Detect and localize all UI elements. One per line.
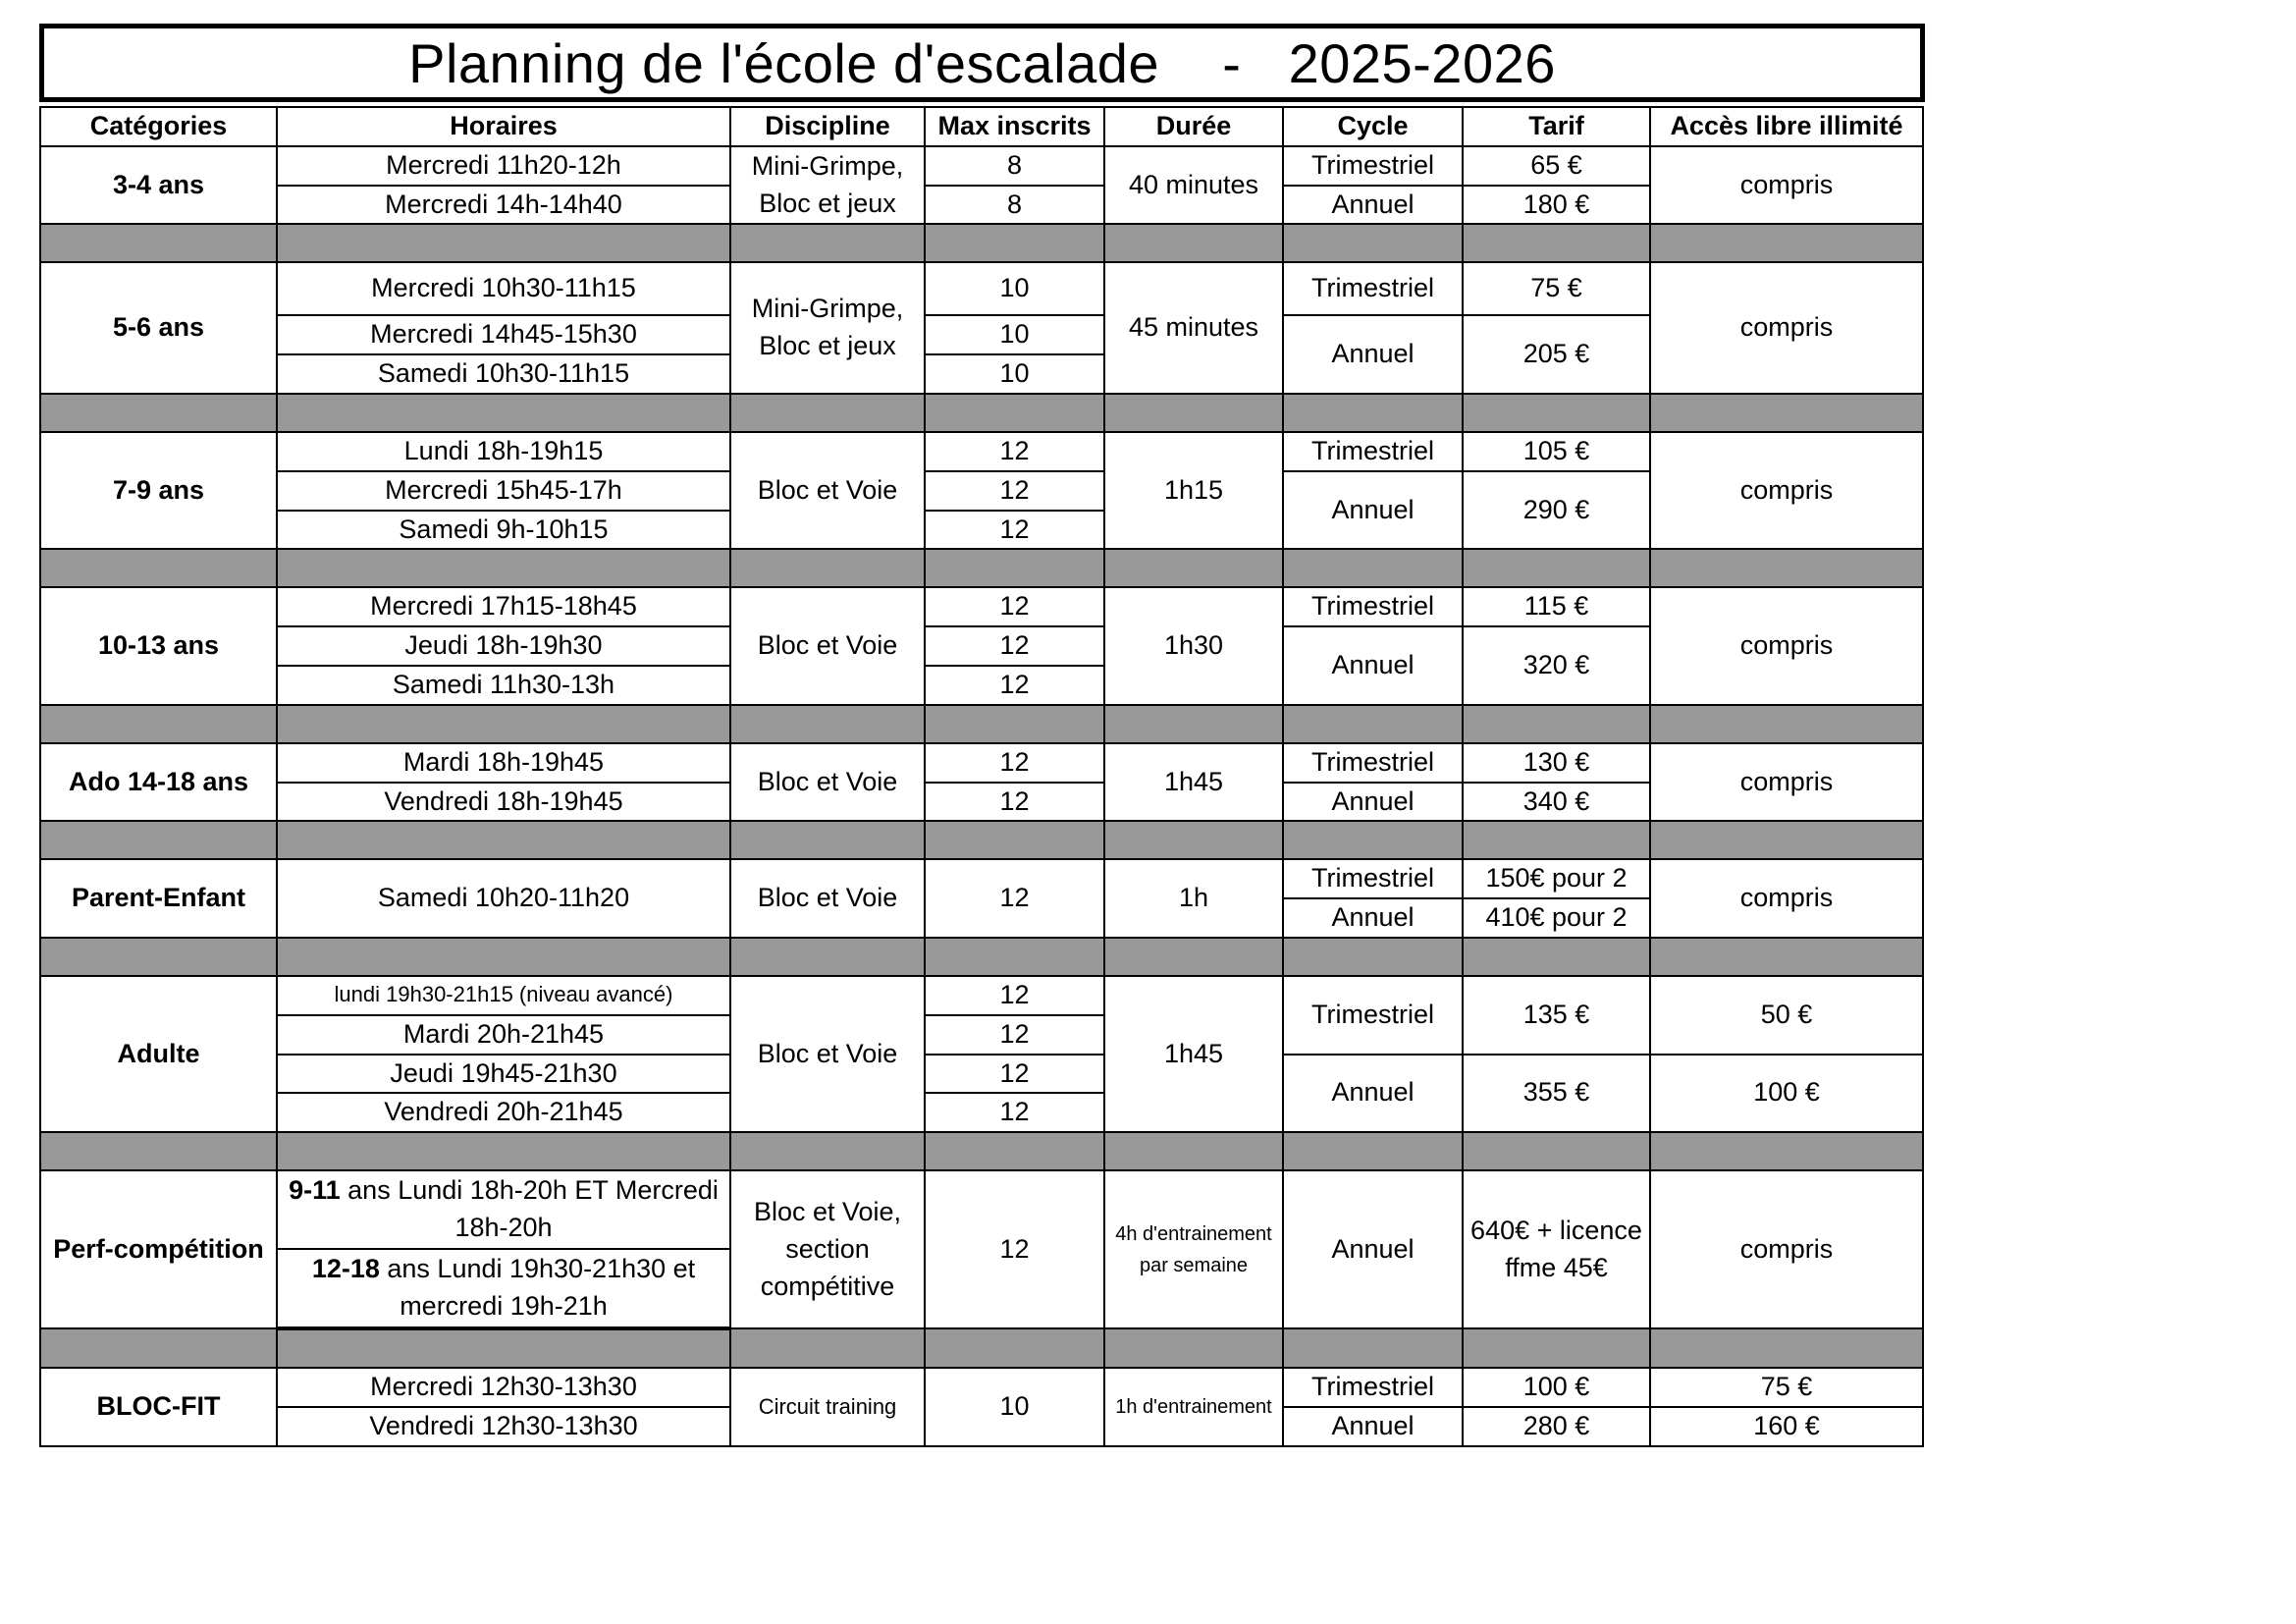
separator-row xyxy=(40,224,1923,262)
tarif-cell: 135 € xyxy=(1463,976,1650,1055)
table-row xyxy=(40,783,1923,822)
header-categories: Catégories xyxy=(40,107,277,146)
cycle-cell: Annuel xyxy=(1283,626,1463,705)
header-tarif: Tarif xyxy=(1463,107,1650,146)
horaire-cell xyxy=(277,1170,730,1249)
acces-cell: compris xyxy=(1650,432,1923,549)
horaire-cell: Mercredi 15h45-17h xyxy=(277,471,730,511)
horaire-text: ans Lundi 19h30-21h30 et mercredi 19h-21h xyxy=(379,1254,696,1322)
header-acces: Accès libre illimité xyxy=(1650,107,1923,146)
table-row xyxy=(40,743,1923,783)
duree-cell: 1h xyxy=(1104,859,1283,938)
acces-cell: 75 € xyxy=(1650,1368,1923,1407)
horaire-cell: Jeudi 19h45-21h30 xyxy=(277,1055,730,1094)
acces-cell: compris xyxy=(1650,262,1923,394)
header-row xyxy=(40,107,1923,146)
tarif-cell: 105 € xyxy=(1463,432,1650,471)
horaire-cell: Mercredi 10h30-11h15 xyxy=(277,262,730,315)
separator-row xyxy=(40,938,1923,976)
tarif-cell: 280 € xyxy=(1463,1407,1650,1446)
duree-cell: 1h15 xyxy=(1104,432,1283,549)
header-max-inscrits: Max inscrits xyxy=(925,107,1104,146)
table-row xyxy=(40,976,1923,1015)
horaire-cell: Samedi 9h-10h15 xyxy=(277,511,730,550)
separator-row xyxy=(40,705,1923,743)
category-cell: 10-13 ans xyxy=(40,587,277,704)
table-row xyxy=(40,146,1923,186)
max-cell: 12 xyxy=(925,1093,1104,1132)
cycle-cell: Trimestriel xyxy=(1283,1368,1463,1407)
tarif-cell: 355 € xyxy=(1463,1055,1650,1133)
discipline-cell: Mini-Grimpe, Bloc et jeux xyxy=(730,146,925,225)
duree-cell: 40 minutes xyxy=(1104,146,1283,225)
tarif-cell: 75 € xyxy=(1463,262,1650,315)
table-row xyxy=(40,859,1923,898)
table-row xyxy=(40,626,1923,666)
header-cycle: Cycle xyxy=(1283,107,1463,146)
acces-cell: compris xyxy=(1650,587,1923,704)
discipline-cell: Bloc et Voie xyxy=(730,859,925,938)
cycle-cell: Trimestriel xyxy=(1283,743,1463,783)
horaire-cell: Mardi 18h-19h45 xyxy=(277,743,730,783)
header-horaires: Horaires xyxy=(277,107,730,146)
cycle-cell: Annuel xyxy=(1283,1170,1463,1328)
horaire-cell: Mercredi 12h30-13h30 xyxy=(277,1368,730,1407)
table-row xyxy=(40,587,1923,626)
header-discipline: Discipline xyxy=(730,107,925,146)
cycle-cell: Annuel xyxy=(1283,186,1463,225)
discipline-cell: Bloc et Voie xyxy=(730,587,925,704)
max-cell: 12 xyxy=(925,432,1104,471)
tarif-cell: 130 € xyxy=(1463,743,1650,783)
horaire-text: ans Lundi 18h-20h ET Mercredi 18h-20h xyxy=(340,1175,719,1243)
horaire-cell: Mercredi 14h-14h40 xyxy=(277,186,730,225)
horaire-cell: Lundi 18h-19h15 xyxy=(277,432,730,471)
tarif-cell: 65 € xyxy=(1463,146,1650,186)
max-cell: 12 xyxy=(925,783,1104,822)
planning-table xyxy=(39,106,1924,1447)
header-duree: Durée xyxy=(1104,107,1283,146)
page-title: Planning de l'école d'escalade - 2025-2026 xyxy=(39,24,1925,102)
acces-cell: compris xyxy=(1650,743,1923,822)
max-cell: 12 xyxy=(925,1015,1104,1055)
category-cell: 3-4 ans xyxy=(40,146,277,225)
discipline-cell: Bloc et Voie, section compétitive xyxy=(730,1170,925,1328)
cycle-cell: Trimestriel xyxy=(1283,146,1463,186)
horaire-cell: Vendredi 18h-19h45 xyxy=(277,783,730,822)
duree-cell: 1h d'entrainement xyxy=(1104,1368,1283,1446)
max-cell: 12 xyxy=(925,976,1104,1015)
cycle-cell: Trimestriel xyxy=(1283,587,1463,626)
horaire-cell: Mardi 20h-21h45 xyxy=(277,1015,730,1055)
horaire-cell xyxy=(277,1249,730,1328)
max-cell: 8 xyxy=(925,146,1104,186)
separator-row xyxy=(40,821,1923,859)
cycle-cell: Trimestriel xyxy=(1283,976,1463,1055)
duree-cell: 45 minutes xyxy=(1104,262,1283,394)
max-cell: 10 xyxy=(925,315,1104,354)
table-row xyxy=(40,1055,1923,1094)
horaire-cell: Mercredi 14h45-15h30 xyxy=(277,315,730,354)
max-cell: 12 xyxy=(925,743,1104,783)
max-cell: 10 xyxy=(925,354,1104,394)
category-cell: 7-9 ans xyxy=(40,432,277,549)
discipline-cell: Circuit training xyxy=(730,1368,925,1446)
max-cell: 12 xyxy=(925,666,1104,705)
category-cell: Perf-compétition xyxy=(40,1170,277,1328)
horaire-cell: Samedi 10h20-11h20 xyxy=(277,859,730,938)
tarif-cell: 290 € xyxy=(1463,471,1650,550)
horaire-cell: Mercredi 11h20-12h xyxy=(277,146,730,186)
category-cell: Ado 14-18 ans xyxy=(40,743,277,822)
separator-row xyxy=(40,394,1923,432)
tarif-cell: 205 € xyxy=(1463,315,1650,394)
max-cell: 8 xyxy=(925,186,1104,225)
cycle-cell: Annuel xyxy=(1283,315,1463,394)
horaire-cell: Samedi 10h30-11h15 xyxy=(277,354,730,394)
tarif-cell: 410€ pour 2 xyxy=(1463,898,1650,938)
table-row xyxy=(40,186,1923,225)
max-cell: 12 xyxy=(925,626,1104,666)
cycle-cell: Trimestriel xyxy=(1283,262,1463,315)
cycle-cell: Annuel xyxy=(1283,1055,1463,1133)
table-row xyxy=(40,315,1923,354)
tarif-cell: 150€ pour 2 xyxy=(1463,859,1650,898)
acces-cell: compris xyxy=(1650,1170,1923,1328)
separator-row xyxy=(40,1132,1923,1170)
duree-cell: 4h d'entrainement par semaine xyxy=(1104,1170,1283,1328)
category-cell: 5-6 ans xyxy=(40,262,277,394)
table-row xyxy=(40,262,1923,315)
table-row xyxy=(40,432,1923,471)
horaire-cell: Jeudi 18h-19h30 xyxy=(277,626,730,666)
category-cell: Adulte xyxy=(40,976,277,1132)
separator-row xyxy=(40,549,1923,587)
horaire-cell: Vendredi 20h-21h45 xyxy=(277,1093,730,1132)
discipline-cell: Bloc et Voie xyxy=(730,976,925,1132)
duree-cell: 1h30 xyxy=(1104,587,1283,704)
tarif-cell: 640€ + licence ffme 45€ xyxy=(1463,1170,1650,1328)
max-cell: 12 xyxy=(925,1055,1104,1094)
max-cell: 10 xyxy=(925,262,1104,315)
tarif-cell: 115 € xyxy=(1463,587,1650,626)
cycle-cell: Trimestriel xyxy=(1283,859,1463,898)
acces-cell: compris xyxy=(1650,859,1923,938)
age-range: 12-18 xyxy=(311,1254,380,1284)
acces-cell: 100 € xyxy=(1650,1055,1923,1133)
max-cell: 10 xyxy=(925,1368,1104,1446)
separator-row xyxy=(40,1328,1923,1368)
horaire-cell: Mercredi 17h15-18h45 xyxy=(277,587,730,626)
tarif-cell: 100 € xyxy=(1463,1368,1650,1407)
max-cell: 12 xyxy=(925,587,1104,626)
cycle-cell: Annuel xyxy=(1283,1407,1463,1446)
tarif-cell: 320 € xyxy=(1463,626,1650,705)
table-row xyxy=(40,1368,1923,1407)
max-cell: 12 xyxy=(925,471,1104,511)
max-cell: 12 xyxy=(925,511,1104,550)
max-cell: 12 xyxy=(925,859,1104,938)
horaire-cell: Vendredi 12h30-13h30 xyxy=(277,1407,730,1446)
acces-cell: compris xyxy=(1650,146,1923,225)
duree-cell: 1h45 xyxy=(1104,743,1283,822)
max-cell: 12 xyxy=(925,1170,1104,1328)
category-cell: BLOC-FIT xyxy=(40,1368,277,1446)
horaire-cell: lundi 19h30-21h15 (niveau avancé) xyxy=(277,976,730,1015)
discipline-cell: Mini-Grimpe, Bloc et jeux xyxy=(730,262,925,394)
acces-cell: 160 € xyxy=(1650,1407,1923,1446)
discipline-cell: Bloc et Voie xyxy=(730,432,925,549)
acces-cell: 50 € xyxy=(1650,976,1923,1055)
tarif-cell: 180 € xyxy=(1463,186,1650,225)
tarif-cell: 340 € xyxy=(1463,783,1650,822)
horaire-cell: Samedi 11h30-13h xyxy=(277,666,730,705)
cycle-cell: Annuel xyxy=(1283,898,1463,938)
duree-cell: 1h45 xyxy=(1104,976,1283,1132)
cycle-cell: Annuel xyxy=(1283,471,1463,550)
category-cell: Parent-Enfant xyxy=(40,859,277,938)
cycle-cell: Annuel xyxy=(1283,783,1463,822)
table-row xyxy=(40,471,1923,511)
age-range: 9-11 xyxy=(289,1175,341,1206)
cycle-cell: Trimestriel xyxy=(1283,432,1463,471)
discipline-cell: Bloc et Voie xyxy=(730,743,925,822)
table-row xyxy=(40,1170,1923,1249)
